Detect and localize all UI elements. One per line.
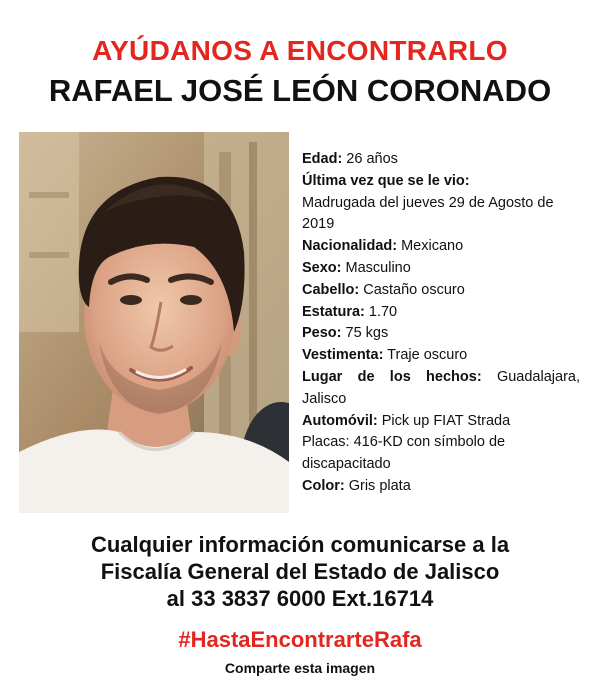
estatura-value: 1.70 <box>364 303 398 320</box>
vestimenta-label: Vestimenta: <box>302 347 384 364</box>
peso-label: Peso: <box>302 325 342 342</box>
ultima-vez-label: Última vez que se le vio: <box>302 172 470 189</box>
poster-headline: AYÚDANOS A ENCONTRARLO <box>92 35 508 66</box>
sexo-label: Sexo: <box>302 259 342 276</box>
nacionalidad-value: Mexicano <box>397 238 464 255</box>
estatura-label: Estatura: <box>302 303 365 320</box>
detail-cabello <box>302 280 580 302</box>
person-details <box>302 149 580 498</box>
contact-info <box>0 531 600 612</box>
detail-estatura <box>302 302 580 324</box>
contact-line-3: al 33 3837 6000 Ext.16714 <box>166 586 434 611</box>
detail-automovil <box>302 411 580 433</box>
contact-line-2: Fiscalía General del Estado de Jalisco <box>100 559 500 584</box>
share-caption: Comparte esta imagen <box>224 660 376 676</box>
detail-placas: Placas: 416-KD con símbolo de discapacitado <box>302 434 506 473</box>
automovil-value: Pick up FIAT Strada <box>377 412 511 429</box>
missing-person-photo <box>19 132 289 513</box>
edad-label: Edad: <box>302 151 343 167</box>
campaign-hashtag: #HastaEncontrarteRafa <box>178 627 422 652</box>
color-value: Gris plata <box>344 477 411 494</box>
detail-nacionalidad <box>302 236 580 258</box>
detail-edad <box>302 149 580 171</box>
detail-sexo <box>302 258 580 280</box>
detail-vestimenta <box>302 345 580 367</box>
missing-person-name: RAFAEL JOSÉ LEÓN CORONADO <box>48 73 552 108</box>
detail-lugar <box>302 367 580 411</box>
nacionalidad-label: Nacionalidad: <box>302 238 398 255</box>
cabello-value: Castaño oscuro <box>359 281 465 298</box>
detail-color <box>302 476 580 498</box>
sexo-value: Masculino <box>341 259 411 276</box>
edad-value: 26 años <box>342 151 398 167</box>
automovil-label: Automóvil: <box>302 412 378 429</box>
contact-line-1: Cualquier información comunicarse a la <box>90 532 510 557</box>
lugar-label: Lugar de los hechos: <box>302 368 482 385</box>
vestimenta-value: Traje oscuro <box>383 347 468 364</box>
detail-ultima-vez-value: Madrugada del jueves 29 de Agosto de 2019 <box>302 194 554 233</box>
cabello-label: Cabello: <box>302 281 360 298</box>
color-label: Color: <box>302 477 345 494</box>
poster-header <box>0 34 600 110</box>
peso-value: 75 kgs <box>341 325 389 342</box>
lugar-value: Guadalajara, Jalisco <box>302 368 580 407</box>
detail-peso <box>302 323 580 345</box>
detail-ultima-vez <box>302 171 580 193</box>
